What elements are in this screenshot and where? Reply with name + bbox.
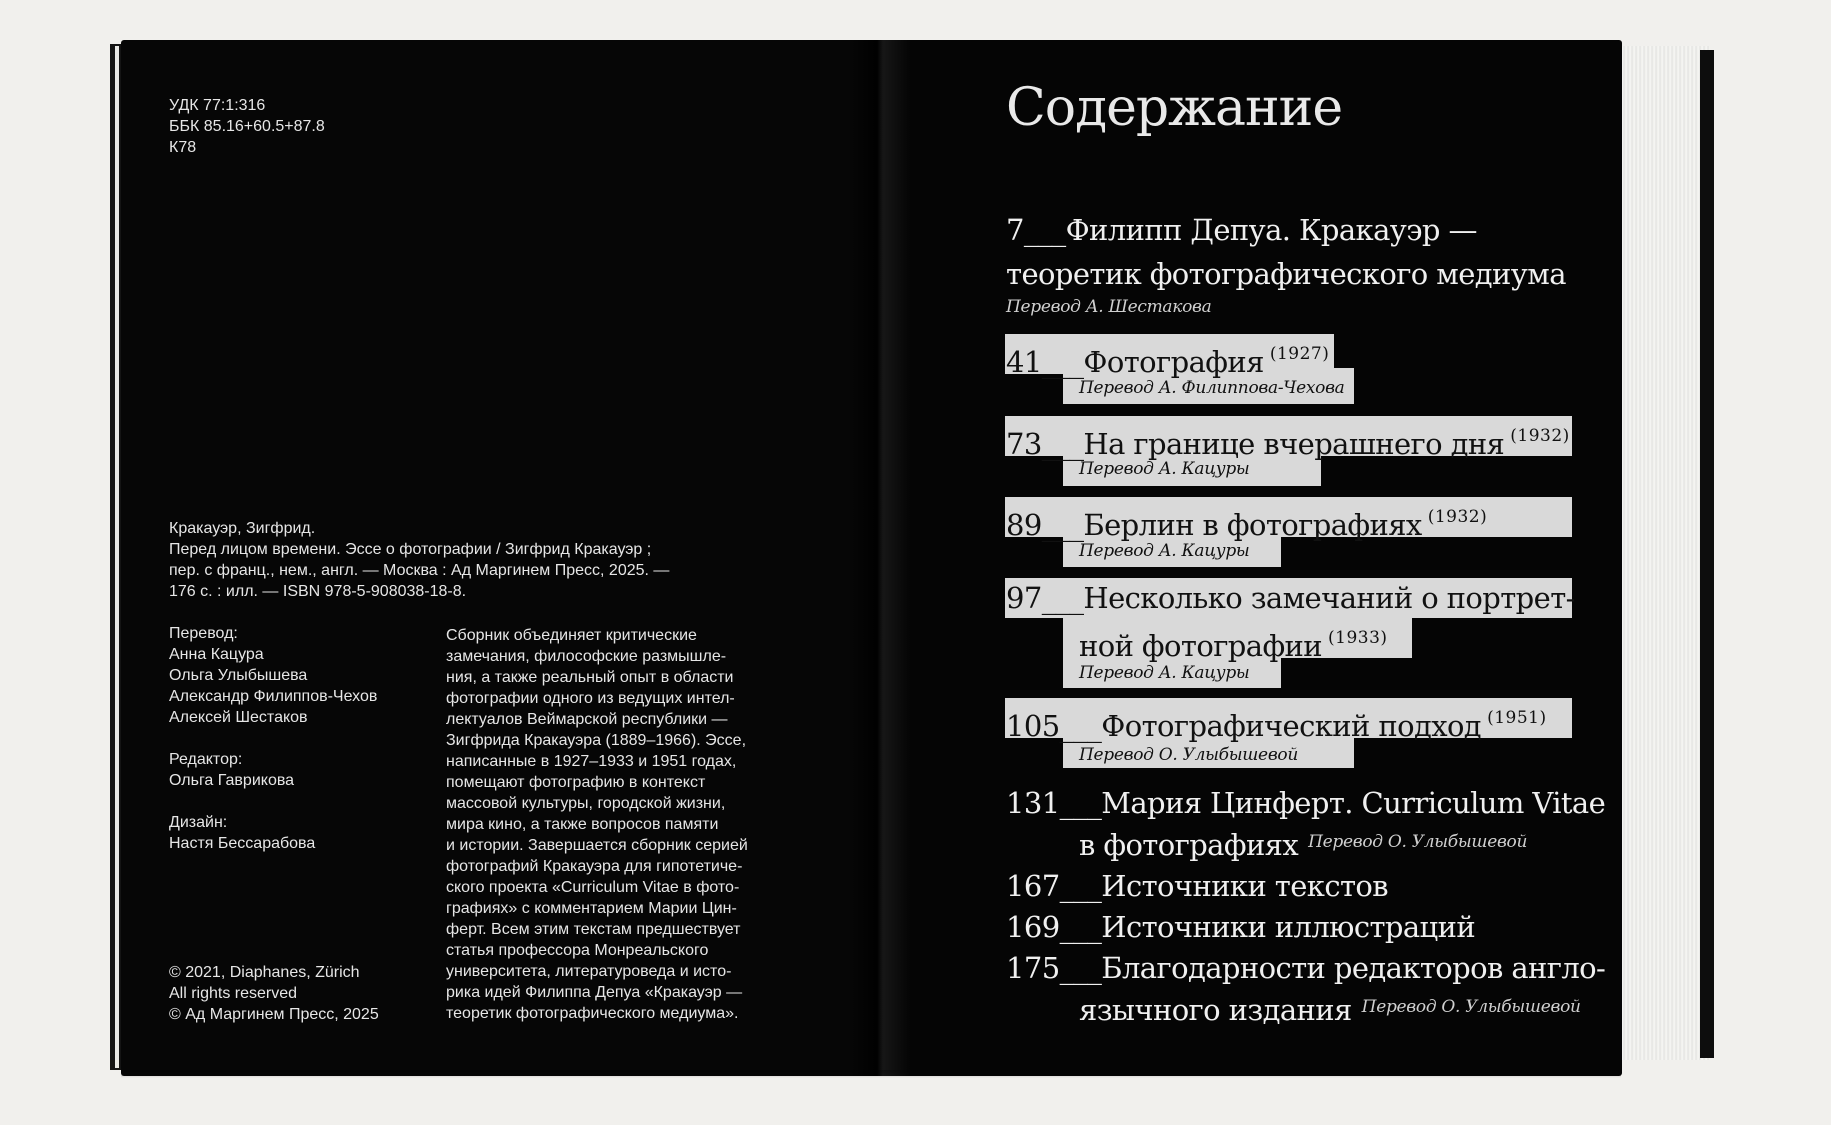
toc-entry-97 [1006,578,1575,618]
abstract-line: Зигфрида Кракауэра (1889–1966). Эссе, [446,732,747,749]
toc-translator: Перевод А. Кацуры [1079,541,1250,561]
abstract-line: написанные в 1927–1933 и 1951 годах, [446,753,737,770]
design-credits [169,812,377,854]
abstract-line: ния, а также реальный опыт в области [446,669,734,686]
book-edge-right [1700,50,1714,1058]
book-gutter [850,40,910,1076]
copyright-line: © 2021, Diaphanes, Zürich [169,964,360,981]
toc-entry-title: Берлин в фотографиях [1083,508,1422,542]
bibliographic-record [169,518,669,602]
abstract-line: ского проекта «Curriculum Vitae в фото- [446,879,740,896]
abstract-line: фотографий Кракауэра для гипотетиче- [446,858,743,875]
toc-separator: ___ [1059,709,1102,743]
editor-label: Редактор: [169,751,243,768]
toc-page-number: 131 [1006,786,1060,820]
biblio-line: Кракауэр, Зигфрид. [169,520,316,537]
toc-page-number: 7 [1006,213,1024,247]
toc-translator: Перевод О. Улыбышевой [1079,745,1299,765]
biblio-line: 176 с. : илл. — ISBN 978-5-908038-18-8. [169,583,467,600]
toc-year: (1932) [1510,426,1570,446]
toc-entry-title: в фотографиях [1079,828,1299,862]
toc-entry-title: Источники текстов [1101,869,1389,903]
toc-entry-41 [1006,334,1329,382]
abstract-line: ферт. Всем этим текстам предшествует [446,921,741,938]
translator-name: Александр Филиппов-Чехов [169,688,378,705]
editor-name: Ольга Гаврикова [169,772,295,789]
abstract-line: мира кино, а также вопросов памяти [446,816,719,833]
abstract-line: лектуалов Веймарской республики — [446,711,728,728]
toc-translator: Перевод А. Кацуры [1079,663,1250,683]
toc-entry-title: язычного издания [1079,993,1352,1027]
toc-entry-title: ной фотографии [1079,629,1322,663]
biblio-line: Перед лицом времени. Эссе о фотографии / Зигфрид Кракауэр ; [169,541,652,558]
toc-entry-131 [1006,783,1605,823]
design-label: Дизайн: [169,814,228,831]
toc-entry-7 [1006,210,1477,250]
toc-separator: ___ [1059,910,1102,944]
toc-page-number: 89 [1006,508,1042,542]
toc-entry-title: Несколько замечаний о портрет- [1083,581,1575,615]
designer-name: Настя Бессарабова [169,835,316,852]
translation-label: Перевод: [169,625,238,642]
toc-separator: ___ [1041,427,1084,461]
copyright-block [169,962,379,1025]
toc-page-number: 175 [1006,951,1060,985]
abstract-line: рика идей Филиппа Депуа «Кракауэр — [446,984,743,1001]
toc-entry-title: Филипп Депуа. Кракауэр — [1065,213,1477,247]
abstract-line: и истории. Завершается сборник серией [446,837,748,854]
toc-entry-105 [1006,698,1547,746]
abstract-line: статья профессора Монреальского [446,942,709,959]
toc-entry-175 [1006,948,1605,988]
abstract-line: Сборник объединяет критические [446,627,697,644]
page-stack-right [1618,46,1710,1060]
toc-separator: ___ [1041,345,1084,379]
toc-translator: Перевод О. Улыбышевой [1308,832,1528,852]
toc-year: (1951) [1487,708,1547,728]
toc-entry-title-line [1079,825,1527,865]
abstract-line: замечания, философские размышле- [446,648,727,665]
toc-entry-title: Источники иллюстраций [1101,910,1476,944]
toc-year: (1927) [1269,344,1330,364]
udk-line: УДК 77:1:316 [169,97,266,114]
toc-page-number: 167 [1006,869,1060,903]
toc-entry-title-line [1079,618,1388,666]
translator-name: Анна Кацура [169,646,264,663]
toc-year: (1933) [1328,628,1388,648]
toc-separator: ___ [1059,786,1102,820]
toc-entry-89 [1006,497,1487,545]
toc-page-number: 73 [1006,427,1042,461]
abstract-line: фотографии одного из ведущих интел- [446,690,735,707]
toc-separator: ___ [1041,581,1084,615]
abstract-line: массовой культуры, городской жизни, [446,795,726,812]
translation-credits [169,623,377,728]
toc-translator: Перевод А. Филиппова-Чехова [1079,378,1345,398]
toc-separator: ___ [1023,213,1066,247]
toc-entry-167 [1006,866,1388,906]
contents-title: Содержание [1006,78,1343,138]
copyright-line: All rights reserved [169,985,298,1002]
toc-entry-title: Мария Цинферт. Curriculum Vitae [1101,786,1606,820]
toc-page-number: 41 [1006,345,1042,379]
toc-separator: ___ [1059,951,1102,985]
udk-block [169,95,325,158]
translator-name: Алексей Шестаков [169,709,308,726]
toc-entry-169 [1006,907,1475,947]
toc-year: (1932) [1427,507,1488,527]
toc-entry-title-line [1079,990,1581,1030]
page-bottom-shadow [121,1070,1621,1078]
copyright-line: © Ад Маргинем Пресс, 2025 [169,1006,379,1023]
toc-separator: ___ [1041,508,1084,542]
book-abstract [446,625,776,1024]
author-sign: К78 [169,139,197,156]
translator-name: Ольга Улыбышева [169,667,308,684]
abstract-line: университета, литературоведа и исто- [446,963,732,980]
toc-page-number: 169 [1006,910,1060,944]
toc-entry-title: Фотография [1083,345,1264,379]
toc-entry-title-line: теоретик фотографического медиума [1006,257,1566,291]
toc-separator: ___ [1059,869,1102,903]
toc-translator: Перевод А. Кацуры [1079,459,1250,479]
toc-translator: Перевод О. Улыбышевой [1361,997,1581,1017]
toc-entry-title: Фотографический подход [1101,709,1482,743]
toc-page-number: 105 [1006,709,1060,743]
toc-entry-title: На границе вчерашнего дня [1083,427,1505,461]
credits-block [169,623,377,875]
page-stack-left [115,46,119,1068]
bbk-line: ББК 85.16+60.5+87.8 [169,118,325,135]
toc-translator: Перевод А. Шестакова [1006,297,1212,317]
abstract-line: графиях» с комментарием Марии Цин- [446,900,737,917]
editor-credits [169,749,377,791]
toc-entry-title: Благодарности редакторов англо- [1101,951,1606,985]
abstract-line: теоретик фотографического медиума». [446,1005,739,1022]
biblio-line: пер. с франц., нем., англ. — Москва : Ад Маргинем Пресс, 2025. — [169,562,670,579]
abstract-line: помещают фотографию в контекст [446,774,706,791]
toc-page-number: 97 [1006,581,1042,615]
